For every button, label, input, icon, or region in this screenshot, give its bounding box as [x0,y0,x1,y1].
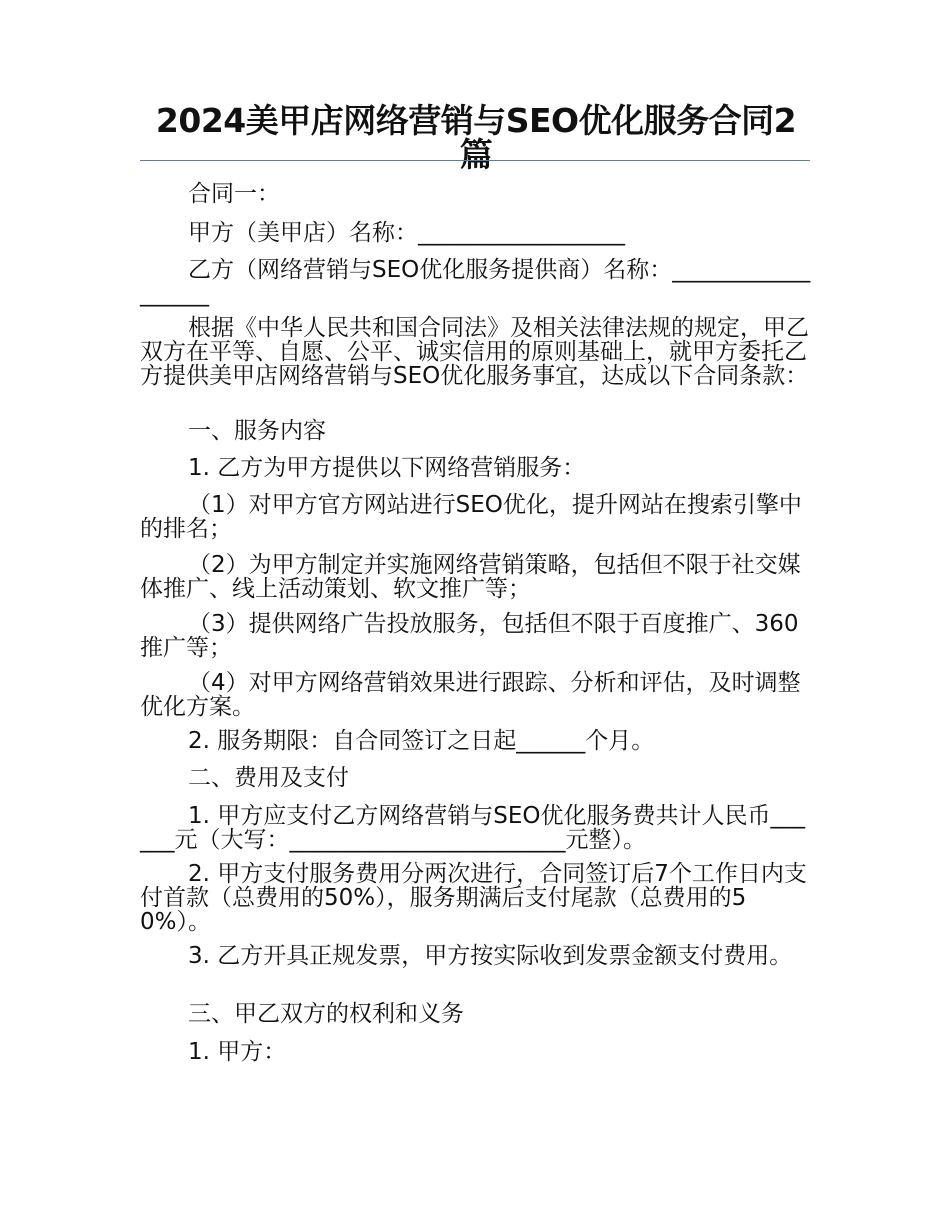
fee-clause-1: 1. 甲方应支付乙方网络营销与SEO优化服务费共计人民币______元（大写：________________________元整）。 [140,803,805,853]
rights-clause-party-a: 1. 甲方： [188,1039,287,1065]
document-title: 2024美甲店网络营销与SEO优化服务合同2篇 [155,101,797,174]
fee-clause-3: 3. 乙方开具正规发票，甲方按实际收到发票金额支付费用。 [188,943,793,969]
clause-1-services: 1. 乙方为甲方提供以下网络营销服务： [188,455,586,481]
paragraph-contract-one: 合同一： [188,181,280,207]
title-divider [140,160,810,161]
clause-item-3: （3）提供网络广告投放服务，包括但不限于百度推广、360推广等； [140,611,799,661]
paragraph-party-b-name: 乙方（网络营销与SEO优化服务提供商）名称：__________________ [140,257,811,307]
paragraph-party-a-name: 甲方（美甲店）名称：__________________ [188,220,625,246]
section-heading-rights: 三、甲乙双方的权利和义务 [188,1001,464,1027]
clause-item-4: （4）对甲方网络营销效果进行跟踪、分析和评估，及时调整优化方案。 [140,670,801,720]
clause-item-1: （1）对甲方官方网站进行SEO优化，提升网站在搜索引擎中的排名； [140,492,802,542]
section-heading-service-content: 一、服务内容 [188,418,326,444]
fee-clause-2: 2. 甲方支付服务费用分两次进行，合同签订后7个工作日内支付首款（总费用的50%），服务期满后支付尾款（总费用的50%）。 [140,861,807,935]
clause-item-2: （2）为甲方制定并实施网络营销策略，包括但不限于社交媒体推广、线上活动策划、软文推广等； [140,552,801,602]
clause-2-service-period: 2. 服务期限：自合同签订之日起______个月。 [188,728,655,754]
section-heading-fees: 二、费用及支付 [188,765,349,791]
paragraph-preamble: 根据《中华人民共和国合同法》及相关法律法规的规定，甲乙双方在平等、自愿、公平、诚实信用的原则基础上，就甲方委托乙方提供美甲店网络营销与SEO优化服务事宜，达成以下合同条款： [140,315,809,389]
